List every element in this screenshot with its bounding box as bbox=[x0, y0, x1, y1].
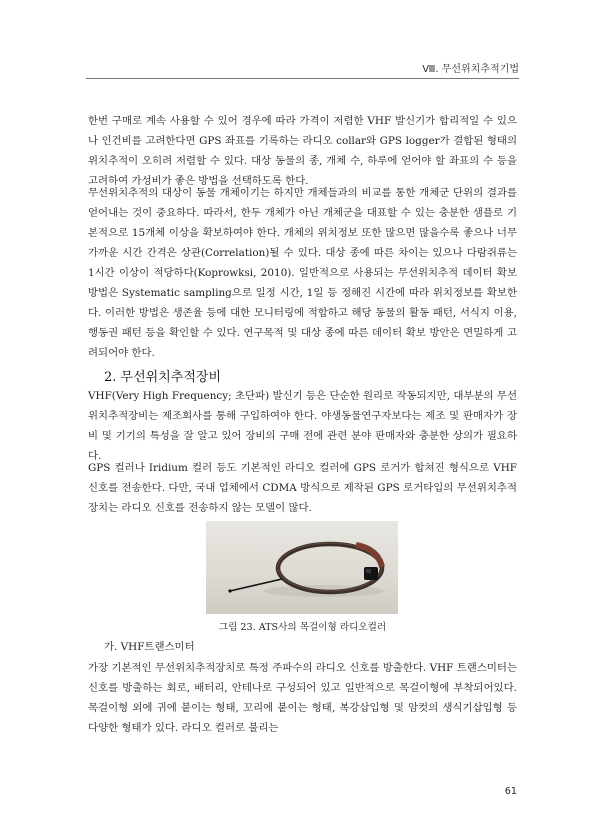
page-number: 61 bbox=[504, 786, 517, 797]
paragraph-vhf-equipment: VHF(Very High Frequency; 초단파) 발신기 등은 단순한 원리로 작동되지만, 대부분의 무선위치추적장비는 제조회사를 통해 구입하여야 한다. 야생동물연구자보다는 제조 및 판매자가 장비 및 기기의 특성을 잘 알고 있어 장비의 구매 전에 관련 분야 판매자와 충분한 상의가 필요하다. bbox=[88, 390, 517, 462]
radio-collar-photo bbox=[206, 521, 398, 614]
figure-caption: 그림 23. ATS사의 목걸이형 라디오컬러 bbox=[218, 622, 387, 633]
paragraph-gps-collar: GPS 컬러나 Iridium 컬러 등도 기본적인 라디오 컬러에 GPS 로거가 합쳐진 형식으로 VHF 신호를 전송한다. 다만, 국내 업체에서 CDMA 방식으로 제작된 GPS 로거타입의 무선위치추적장치는 라디오 신호를 전송하지 않는 모델이 많다. bbox=[88, 462, 517, 514]
header-divider bbox=[86, 78, 519, 79]
paragraph-cost-consideration: 한번 구매로 계속 사용할 수 있어 경우에 따라 가격이 저렴한 VHF 발신기가 합리적일 수 있으나 인건비를 고려한다면 GPS 좌표를 기록하는 라디오 collar와 GPS logger가 결합된 형태의 위치추적이 오히려 저렴할 수 있다. 대상 동물의 종, 개체 수, 하루에 얻어야 할 좌표의 수 등을 고려하여 가성비가 좋은 방법을 선택하도록 한다. bbox=[88, 115, 517, 187]
subsection-heading: 가. VHF트랜스미터 bbox=[104, 641, 195, 653]
section-heading: 2. 무선위치추적장비 bbox=[104, 370, 221, 385]
paragraph-sampling: 무선위치추적의 대상이 동물 개체이기는 하지만 개체들과의 비교를 통한 개체군 단위의 결과를 얻어내는 것이 중요하다. 따라서, 한두 개체가 아닌 개체군을 대표할 수 있는 충분한 샘플로 기본적으로 15개체 이상을 확보하여야 한다. 개체의 위치정보 또한 많으면 많을수록 좋으나 너무 가까운 시간 간격은 상관(Correlation)될 수 있다. 대상 종에 따른 차이는 있으나 다람쥐류는 1시간 이상이 적당하다(Koprowksi, 2010). 일반적으로 사용되는 무선위치추적 데이터 확보 방법은 Systematic sampling으로 일정 시간, 1일 등 정해진 시간에 따라 위치정보를 확보한다. 이러한 방법은 생존율 등에 대한 모니터링에 적합하고 해당 동물의 활동 패턴, 서식지 이용, 행동권 패턴 등을 확인할 수 있다. 연구목적 및 대상 종에 따른 데이터 확보 방안은 면밀하게 고려되어야 한다. bbox=[88, 187, 517, 359]
paragraph-vhf-transmitter: 가장 기본적인 무선위치추적장치로 특정 주파수의 라디오 신호를 방출한다. VHF 트랜스미터는 신호를 방출하는 회로, 배터리, 안테나로 구성되어 있고 일반적으로 목걸이형에 부착되어있다. 목걸이형 외에 귀에 붙이는 형태, 꼬리에 붙이는 형태, 복강삽입형 및 암컷의 생식기삽입형 등 다양한 형태가 있다. 라디오 컬러로 불리는 bbox=[88, 662, 517, 734]
radio-collar-illustration bbox=[206, 521, 398, 614]
running-title: Ⅷ. 무선위치추적기법 bbox=[422, 64, 519, 75]
